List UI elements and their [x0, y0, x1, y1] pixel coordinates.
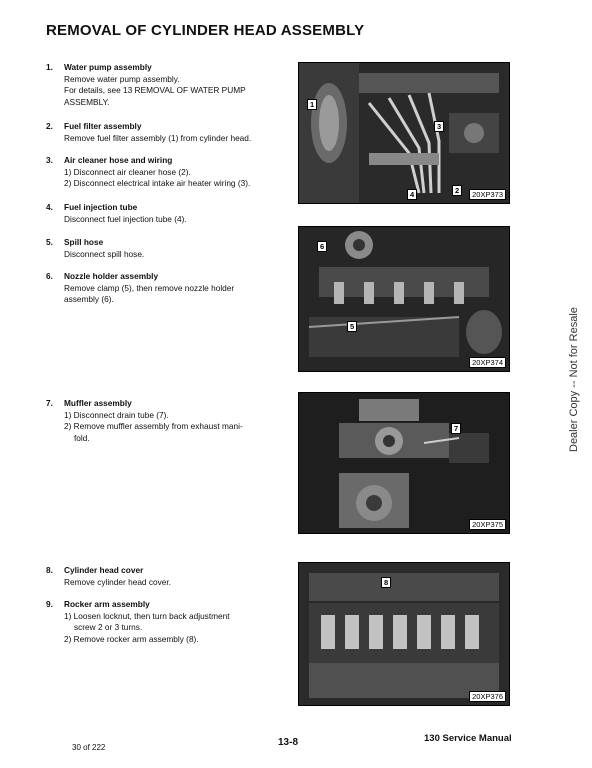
step-heading: Spill hose: [64, 237, 104, 247]
step-number: 3.: [46, 155, 53, 165]
step-line: Remove cylinder head cover.: [64, 576, 171, 587]
step-number: 1.: [46, 62, 53, 72]
step-heading: Muffler assembly: [64, 398, 132, 408]
step-line: 2) Remove rocker arm assembly (8).: [64, 633, 199, 644]
callout-1: 1: [307, 99, 317, 110]
callout-4: 4: [407, 189, 417, 200]
step-nozzle-holder: [46, 271, 278, 306]
step-line: ASSEMBLY.: [64, 96, 110, 107]
step-line: fold.: [74, 432, 90, 443]
step-line: 1) Loosen locknut, then turn back adjustment: [64, 610, 230, 621]
step-heading: Cylinder head cover: [64, 565, 144, 575]
callout-5: 5: [347, 321, 357, 332]
step-line: 2) Remove muffler assembly from exhaust mani-: [64, 421, 243, 431]
step-fuel-injection-tube: [46, 202, 278, 225]
photo-code: 20XP375: [469, 519, 506, 530]
page-title: REMOVAL OF CYLINDER HEAD ASSEMBLY: [46, 22, 365, 39]
step-muffler: [46, 398, 278, 444]
step-heading: Rocker arm assembly: [64, 599, 150, 609]
step-line: Remove fuel filter assembly (1) from cylinder head.: [64, 132, 252, 143]
step-number: 5.: [46, 237, 53, 247]
step-heading: Nozzle holder assembly: [64, 271, 159, 281]
step-air-cleaner: [46, 155, 278, 190]
photo-code: 20XP376: [469, 691, 506, 702]
step-heading: Fuel injection tube: [64, 202, 138, 212]
dealer-copy-watermark: Dealer Copy -- Not for Resale: [568, 307, 580, 452]
step-line: Disconnect fuel injection tube (4).: [64, 213, 187, 224]
step-line: For details, see 13 REMOVAL OF WATER PUMP: [64, 85, 246, 95]
pdf-page-count: 30 of 222: [72, 743, 106, 752]
engine-photo-illustration: [299, 227, 509, 371]
step-cylinder-head-cover: [46, 565, 278, 588]
engine-photo-illustration: [299, 63, 509, 203]
callout-6: 6: [317, 241, 327, 252]
step-heading: Air cleaner hose and wiring: [64, 155, 173, 165]
step-heading: Fuel filter assembly: [64, 121, 142, 131]
step-rocker-arm: [46, 599, 278, 645]
step-number: 2.: [46, 121, 53, 131]
step-line: 2) Disconnect electrical intake air heater wiring (3).: [64, 178, 251, 188]
step-spill-hose: [46, 237, 278, 260]
photo-code: 20XP374: [469, 357, 506, 368]
engine-photo-fuel-system: [298, 62, 510, 204]
manual-name: 130 Service Manual: [424, 733, 512, 744]
step-fuel-filter: [46, 121, 278, 144]
step-number: 9.: [46, 599, 53, 609]
step-line: 1) Disconnect drain tube (7).: [64, 409, 169, 420]
step-line: Disconnect spill hose.: [64, 248, 145, 259]
callout-3: 3: [434, 121, 444, 132]
step-line: screw 2 or 3 turns.: [74, 622, 143, 632]
callout-2: 2: [452, 185, 462, 196]
engine-photo-rocker-arms: [298, 562, 510, 706]
step-line: Remove water pump assembly.: [64, 73, 180, 84]
step-line: Remove clamp (5), then remove nozzle holder: [64, 282, 235, 293]
callout-8: 8: [381, 577, 391, 588]
engine-photo-illustration: [299, 393, 509, 533]
step-number: 4.: [46, 202, 53, 212]
step-number: 6.: [46, 271, 53, 281]
step-number: 8.: [46, 565, 53, 575]
step-number: 7.: [46, 398, 53, 408]
callout-7: 7: [451, 423, 461, 434]
photo-code: 20XP373: [469, 189, 506, 200]
engine-photo-nozzle-holders: [298, 226, 510, 372]
step-heading: Water pump assembly: [64, 62, 152, 72]
step-line: 1) Disconnect air cleaner hose (2).: [64, 166, 191, 177]
step-water-pump: [46, 62, 278, 108]
engine-photo-muffler: [298, 392, 510, 534]
engine-photo-illustration: [299, 563, 509, 705]
page-number: 13-8: [278, 737, 299, 748]
step-line: assembly (6).: [64, 294, 114, 304]
